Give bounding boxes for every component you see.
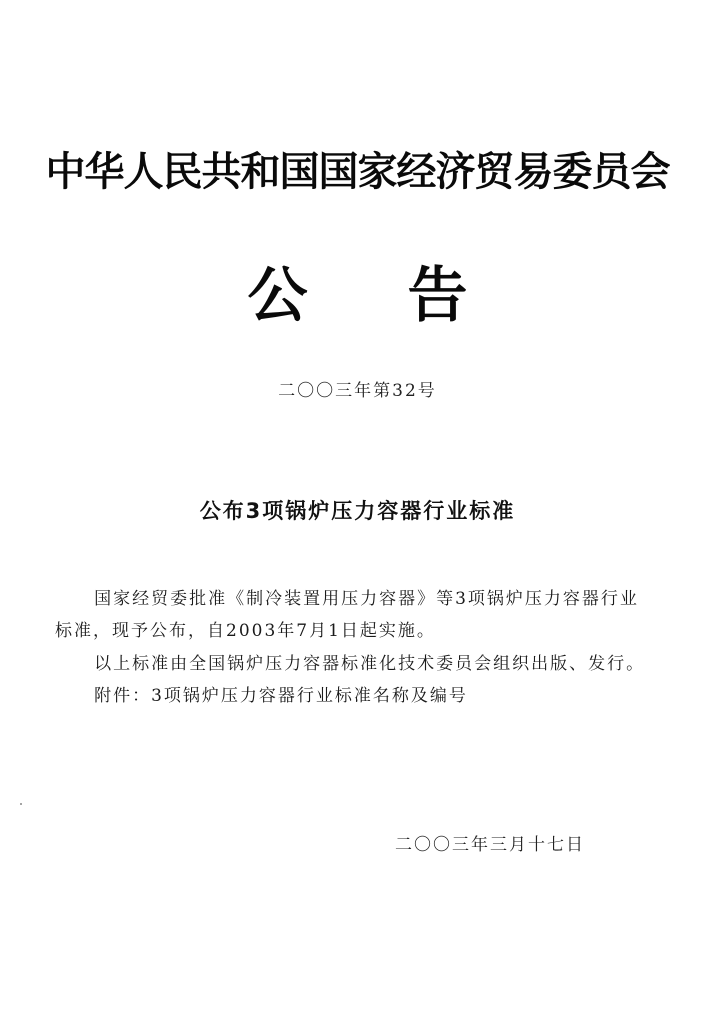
issuing-organization-title: 中华人民共和国国家经济贸易委员会 [45, 148, 670, 195]
body-paragraph-attachment: 附件：3项锅炉压力容器行业标准名称及编号 [94, 685, 468, 706]
body-paragraph-standards: 国家经贸委批准《制冷装置用压力容器》等3项锅炉压力容器行业标准，现予公布，自2003年7月1日起实施。 [55, 589, 639, 642]
scan-speck [20, 803, 22, 805]
issue-date: 二〇〇三年三月十七日 [395, 835, 585, 855]
document-number: 二〇〇三年第32号 [278, 381, 437, 401]
announcement-subject: 公布3项锅炉压力容器行业标准 [199, 499, 516, 523]
document-type-heading: 公告 [247, 261, 568, 331]
announcement-body [55, 583, 655, 712]
body-paragraph-publishing: 以上标准由全国锅炉压力容器标准化技术委员会组织出版、发行。 [94, 653, 646, 674]
